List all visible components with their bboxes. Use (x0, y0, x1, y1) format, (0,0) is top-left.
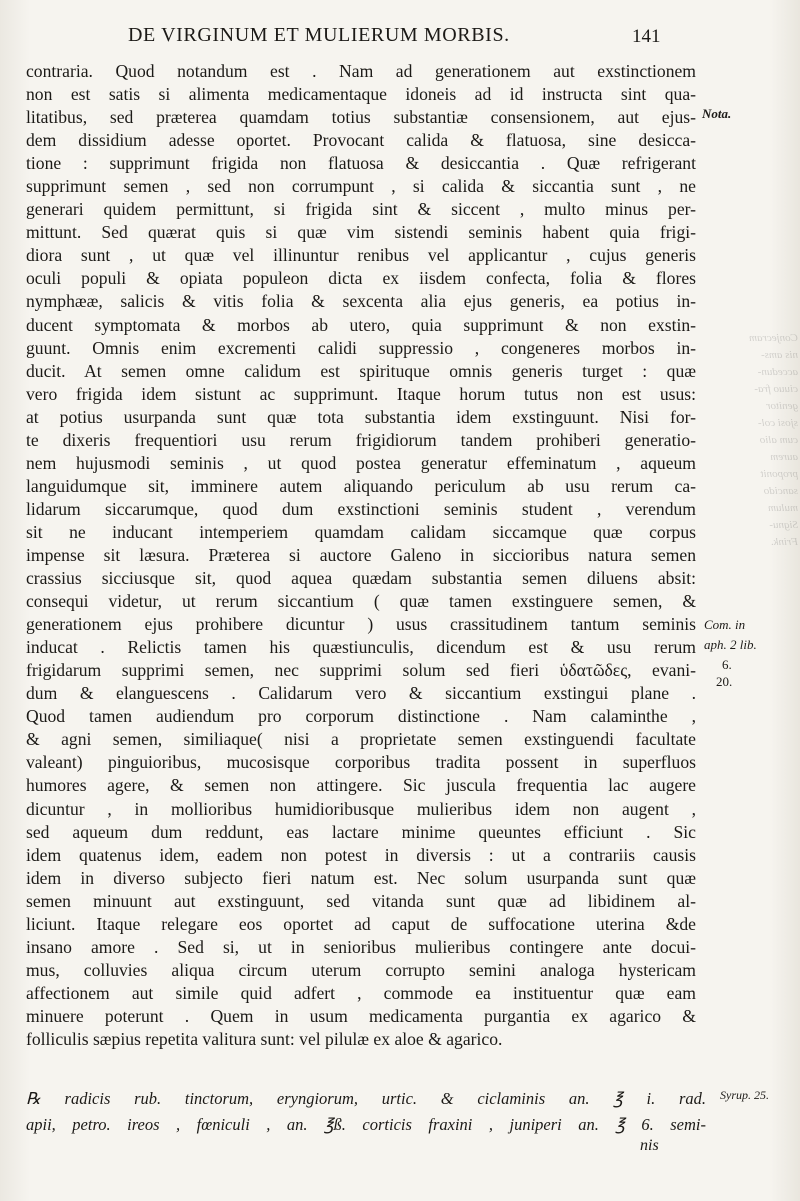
text-line: dum & elanguescens . Calidarum vero & siccantium exstingui plane . (26, 683, 696, 704)
text-line: idem quatenus idem, eadem non potest in diversis : ut a contrariis causis (26, 844, 696, 865)
bleed-line: cum alio (759, 434, 798, 446)
text-line: dem dissidium adesse oportet. Provocant calida & flatuosa, sine desicca- (26, 130, 696, 151)
marginal-line: aph. 2 lib. (704, 637, 757, 652)
text-line: nymphææ, salicis & vitis folia & sexcenta alia ejus generis, ea potius in- (26, 291, 696, 312)
marginal-note-syrup: Syrup. 25. (720, 1088, 769, 1102)
text-line: generari quidem permittunt, si frigida sint & siccent , multo minus per- (26, 199, 696, 220)
marginal-line: Com. in (704, 617, 746, 632)
text-line: consequi videtur, ut rerum siccantium ( quæ tamen exstinguere semen, & (26, 591, 696, 612)
text-line: te dixeris frequentiori usu rerum frigidiorum tandem prohiberi generatio- (26, 429, 696, 450)
bleed-line: genitor (766, 400, 798, 412)
text-line: non est satis si alimenta medicamentaque idoneis ad id instructa sint qua- (26, 84, 696, 105)
text-line: folliculis sæpius repetita valitura sunt: vel pilulæ ex aloe & agarico. (26, 1028, 503, 1049)
text-line: sit ne inducant intemperiem quamdam calidam siccamque quæ corpus (26, 521, 696, 542)
text-line: idem in diverso subjecto fieri natum est. Nec solum usurpanda sunt quæ (26, 867, 696, 888)
text-line: at potius usurpanda sunt quæ tota substantia idem exstinguunt. Nisi for- (26, 406, 696, 427)
body-text (26, 60, 696, 1051)
text-line: contraria. Quod notandum est . Nam ad generationem aut exstinctionem (26, 61, 696, 81)
text-line: ducit. At semen omne calidum est spirituque omnis generis turget : quæ (26, 360, 696, 381)
bleed-through-text (706, 330, 798, 610)
text-line: valeant) pinguioribus, mucosisque corporibus tradita possent in superfluos (26, 752, 696, 773)
text-line: inducat . Relictis tamen his quæstiunculis, dicendum est & usu rerum (26, 637, 696, 658)
text-line: litatibus, sed præterea quamdam totius substantiæ consensionem, aut ejus- (26, 107, 696, 128)
text-line: semen minuunt aut exstinguunt, sed vitanda sunt quæ ad libidinem al- (26, 890, 696, 911)
marginal-note-number: 20. (716, 674, 733, 689)
bleed-line: Conjecram (749, 332, 798, 344)
bleed-line: Frink. (770, 536, 798, 548)
text-line: mus, colluvies aliqua circum uterum corrupto semini analoga hystericam (26, 959, 696, 980)
text-line: languidumque sit, imminere autem aliquando periculum ab usu rerum ca- (26, 475, 696, 496)
text-line: ducent symptomata & morbos ab utero, quia supprimunt & non exstin- (26, 314, 696, 335)
text-line: frigidarum supprimi semen, nec supprimi solum sed fieri ὑδατῶδες, evani- (26, 660, 696, 681)
recipe-line: ℞ radicis rub. tinctorum, eryngiorum, urtic. & ciclaminis an. ℥ i. rad. (26, 1089, 706, 1108)
page-number: 141 (632, 26, 661, 47)
bleed-line: ciuuo fra- (754, 383, 798, 395)
bleed-line: mulum (768, 502, 798, 514)
page-header (0, 22, 800, 52)
text-line: insano amore . Sed si, ut in senioribus mulieribus contingere ante docui- (26, 936, 696, 957)
text-line: crassius sicciusque sit, quod aquea quædam substantia semen diluens absit: (26, 568, 696, 589)
text-line: minuere poterunt . Quem in usum medicamenta purgantia ex agarico & (26, 1005, 696, 1026)
text-line: affectionem aut simile quid adfert , commode ea instituentur quæ eam (26, 982, 696, 1003)
text-line: & agni semen, similiaque( nisi a proprietate semen exstinguendi facultate (26, 729, 696, 750)
text-line: Quod tamen audiendum pro corporum distinctione . Nam calaminthe , (26, 706, 696, 727)
bleed-line: Signu- (769, 519, 798, 531)
recipe-line: apii, petro. ireos , fœniculi , an. ℥ß. corticis fraxini , juniperi an. ℥ 6. semi- (26, 1115, 706, 1134)
text-line: dicuntur , in mollioribus humidioribusque mulieribus idem non augent , (26, 798, 696, 819)
marginal-note-commentary (704, 615, 757, 675)
running-title: DE VIRGINUM ET MULIERUM MORBIS. (128, 24, 510, 46)
text-line: vero frigida idem sistunt ac supprimunt. Itaque horum tutus non est usus: (26, 383, 696, 404)
text-line: guunt. Omnis enim excrementi calidi suppressio , congeneres morbos in- (26, 337, 696, 358)
marginal-line: 6. (722, 657, 732, 672)
bleed-line: proponit (760, 468, 798, 480)
text-line: diora sunt , ut quæ vel illinuntur renibus vel applicantur , cujus generis (26, 245, 696, 266)
text-line: impense sit læsura. Præterea si auctore Galeno in siccioribus natura semen (26, 544, 696, 565)
text-line: nem hujusmodi seminis , ut quod postea generatur effeminatum , aqueum (26, 452, 696, 473)
recipe-continuation: nis (640, 1137, 659, 1154)
text-line: liciunt. Itaque relegare eos oportet ad caput de suffocatione uterina &de (26, 913, 696, 934)
bleed-line: aurem (770, 451, 798, 463)
text-line: oculi populi & opiata populeon dicta ex iisdem confecta, folia & flores (26, 268, 696, 289)
recipe-block (26, 1086, 706, 1138)
marginal-note-nota: Nota. (702, 106, 732, 121)
bleed-line: nis ams- (761, 349, 798, 361)
text-line: lidarum siccarumque, quod dum exstinctioni seminis student , verendum (26, 498, 696, 519)
text-line: sed aqueum dum reddunt, eas lactare minime queuntes efficiunt . Sic (26, 821, 696, 842)
text-line: humores agere, & semen non attingere. Sic juscula frequentia lac augere (26, 775, 696, 796)
text-line: tione : supprimunt frigida non flatuosa & desiccantia . Quæ refrigerant (26, 153, 696, 174)
text-line: supprimunt semen , sed non corrumpunt , si calida & siccantia sunt , ne (26, 176, 696, 197)
bleed-line: sancido (763, 485, 798, 497)
text-line: mittunt. Sed quærat quis si quæ vim sistendi seminis habent quia frigi- (26, 222, 696, 243)
text-line: generationem ejus prohibere dicuntur ) usus crassitudinem tantum seminis (26, 614, 696, 635)
bleed-line: accedun- (757, 366, 798, 378)
bleed-line: sjosi col- (757, 417, 798, 429)
